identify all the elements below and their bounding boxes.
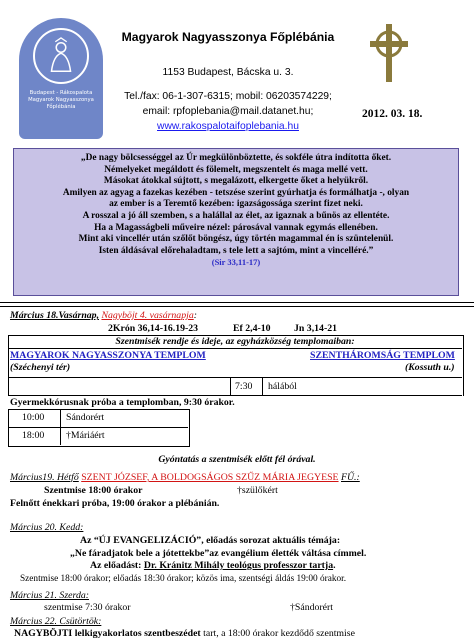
- quote-line: az ember is a Teremtő kezében: igazságossága szerint fizet neki.: [109, 199, 363, 210]
- logo-emblem: [33, 28, 89, 84]
- thursday-event-row: [14, 628, 355, 640]
- quote-reference: (Sir 33,11-17): [211, 257, 261, 268]
- thursday-date: Március 22. Csütörtök:: [10, 616, 102, 627]
- speaker-label: Az előadást:: [90, 560, 142, 571]
- quote-line: A rosszal a jó áll szemben, s a halállal az élet, az igaznak a bűnös az ellentéte.: [82, 210, 390, 221]
- quote-line: Ha a Magasságbeli műveire nézel: párosával vannak egymás ellenében.: [94, 222, 378, 233]
- row-time: 10:00: [22, 412, 45, 423]
- tuesday-topic: „Ne fáradjatok bele a jótettekbe”az evangélium élették váltása címmel.: [70, 548, 367, 559]
- logo-text-1: Budapest - Rákospalota: [29, 90, 93, 96]
- tuesday-schedule: Szentmise 18:00 órakor; előadás 18:30 órakor; közös ima, szentségi áldás 19:00 órakor.: [20, 574, 347, 584]
- monday-heading: [10, 472, 360, 484]
- speaker-name: Dr. Kránitz Mihály teológus professzor tartja: [143, 560, 334, 571]
- bulletin-date: 2012. 03. 18.: [362, 108, 423, 120]
- wednesday-intention: †Sándorért: [290, 602, 333, 613]
- sunday-heading: [10, 310, 197, 322]
- parish-phone: Tel./fax: 06-1-307-6315; mobil: 06203574229;: [124, 91, 332, 102]
- monday-feast: SZENT JÓZSEF, A BOLDOGSÁGOS SZŰZ MÁRIA JEGYESE: [81, 472, 339, 483]
- tuesday-speaker-row: [90, 560, 336, 572]
- reading-2: Ef 2,4-10: [233, 323, 271, 334]
- church1-name: MAGYAROK NAGYASSZONYA TEMPLOM: [10, 350, 206, 361]
- website-link[interactable]: www.rakospalotaifoplebania.hu: [157, 121, 299, 132]
- monday-date: Március19. Hétfő: [10, 472, 79, 483]
- reading-1: 2Krón 36,14-16.19-23: [108, 323, 199, 334]
- quote-line: Mint aki vincellér után szőlőt böngész, úgy történ magammal én is szüntelenül.: [78, 234, 394, 245]
- row-intention: †Máriáért: [66, 430, 105, 441]
- quote-line: „De nagy bölcsességgel az Úr megkülönböztette, és sokféle útra indította őket.: [80, 153, 392, 163]
- thursday-event: NAGYBÖJTI lelkigyakorlatos szentbeszédet: [14, 628, 201, 639]
- parish-title: Magyarok Nagyasszonya Főplébánia: [121, 30, 335, 44]
- choir-rehearsal-note: Gyermekkórusnak próba a templomban, 9:30 órakor.: [10, 397, 235, 408]
- church2-location: (Kossuth u.): [405, 362, 455, 373]
- divider: [8, 395, 462, 396]
- monday-rank: FŰ.:: [341, 472, 360, 483]
- row-intention: Sándorért: [66, 412, 105, 423]
- reading-3: Jn 3,14-21: [294, 323, 338, 334]
- madonna-icon: [42, 37, 80, 75]
- logo-text-3: Főplébánia: [46, 104, 76, 110]
- church1-location: (Széchenyi tér): [10, 362, 71, 373]
- sunday-feast: Nagyböjt 4. vasárnapja: [101, 310, 194, 321]
- parish-email: email: rpfoplebania@mail.datanet.hu;: [142, 106, 314, 117]
- quote-line: Némelyeket megáldott és fölemelt, megszentelt és maga mellé vett.: [104, 164, 368, 175]
- divider: [0, 306, 474, 307]
- celtic-cross-icon: [364, 22, 414, 84]
- quote-line: Amilyen az agyag a fazekas kezében - tetszése szerint gyúrhatja és formálhatja -, olyan: [62, 187, 410, 198]
- tuesday-date: Március 20. Kedd:: [10, 522, 84, 533]
- divider: [8, 427, 188, 428]
- monday-mass: Szentmise 18:00 órakor: [44, 485, 143, 496]
- cell-border: [230, 377, 231, 395]
- website-link-row: [108, 121, 348, 133]
- thursday-event-rest: tart, a 18:00 órakor kezdődő szentmise: [200, 628, 355, 639]
- scripture-quote-box: [13, 148, 459, 296]
- mass-intention: hálából: [268, 381, 297, 392]
- monday-intention: †szülőkért: [237, 485, 278, 496]
- logo-text-2: Magyarok Nagyasszonya: [28, 97, 94, 103]
- church2-name: SZENTHÁROMSÁG TEMPLOM: [310, 350, 455, 361]
- wednesday-date: Március 21. Szerda:: [10, 590, 90, 601]
- cell-border: [262, 377, 263, 395]
- quote-line: Isten áldásával előrehaladtam, s tele lett a sajtóm, mint a vincelléré.”: [98, 245, 374, 256]
- quote-line: Másokat átokkal sújtott, s megalázott, elkergette őket a helyükről.: [103, 176, 369, 187]
- speaker-end: .: [333, 560, 336, 571]
- parish-address: 1153 Budapest, Bácska u. 3.: [162, 67, 294, 78]
- parish-logo: [19, 18, 103, 139]
- sunday-colon: :: [193, 310, 197, 321]
- mass-time: 7:30: [235, 381, 253, 392]
- wednesday-mass: szentmise 7:30 órakor: [44, 602, 131, 613]
- monday-choir: Felnőtt énekkari próba, 19:00 órakor a plébánián.: [10, 498, 220, 509]
- sunday-date: Március 18.Vasárnap,: [10, 310, 100, 321]
- divider: [0, 302, 474, 303]
- tuesday-lecture: Az “ÚJ EVANGELIZÁCIÓ”, előadás sorozat aktuális témája:: [80, 535, 341, 546]
- confession-note: Gyóntatás a szentmisék előtt fél órával.: [158, 454, 316, 465]
- schedule-title: Szentmisék rendje és ideje, az egyházközség templomaiban:: [115, 336, 355, 347]
- divider: [8, 377, 462, 378]
- divider: [8, 348, 462, 349]
- row-time: 18:00: [22, 430, 45, 441]
